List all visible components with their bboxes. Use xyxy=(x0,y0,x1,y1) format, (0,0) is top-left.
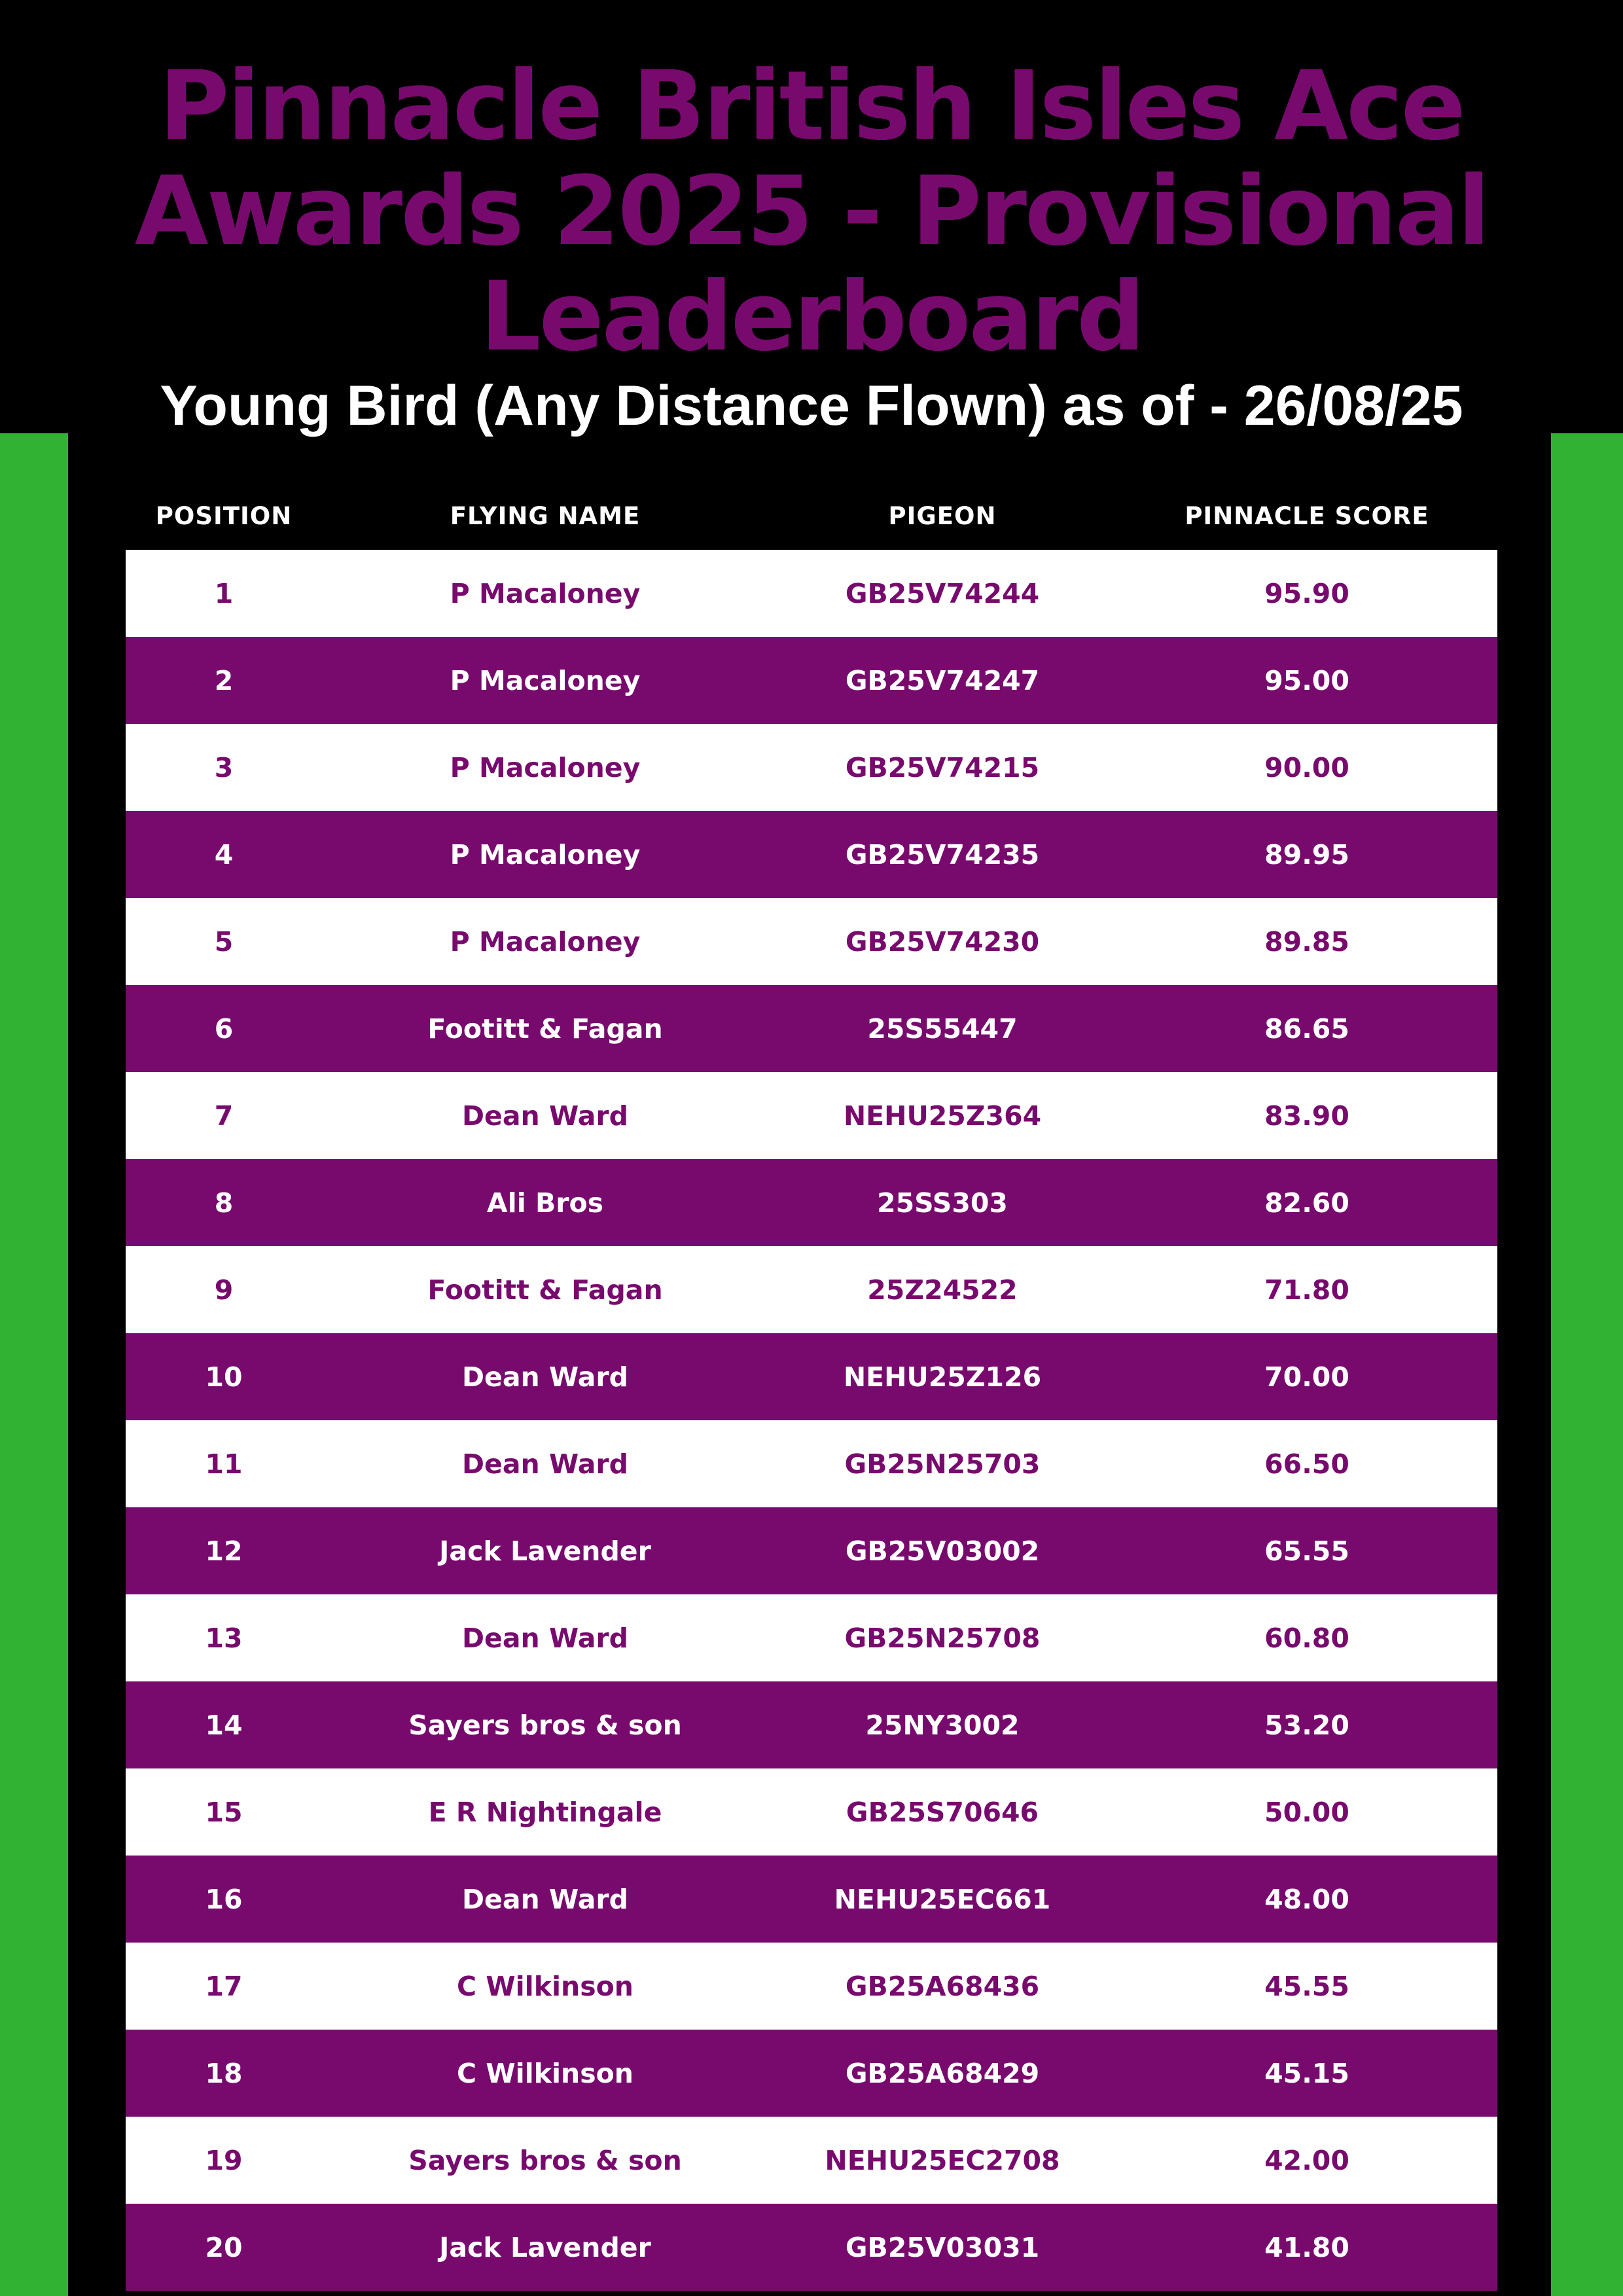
row-pinnacle-score: 70.00 xyxy=(1264,1361,1349,1393)
row-position: 6 xyxy=(214,1013,234,1045)
leaderboard-table xyxy=(126,550,1497,2291)
row-pinnacle-score: 65.55 xyxy=(1264,1535,1349,1567)
row-pinnacle-score: 89.85 xyxy=(1264,925,1349,958)
row-flying-name: P Macaloney xyxy=(450,751,641,783)
table-row xyxy=(126,898,1497,985)
row-flying-name: P Macaloney xyxy=(450,577,641,609)
row-flying-name: Jack Lavender xyxy=(439,1535,651,1567)
row-pinnacle-score: 83.90 xyxy=(1264,1100,1349,1132)
row-flying-name: Dean Ward xyxy=(462,1100,628,1132)
table-row xyxy=(126,1681,1497,1768)
table-row xyxy=(126,1420,1497,1507)
row-pinnacle-score: 90.00 xyxy=(1264,751,1349,783)
table-row xyxy=(126,637,1497,724)
row-pigeon: GB25N25708 xyxy=(844,1622,1041,1654)
row-position: 8 xyxy=(214,1187,234,1219)
row-position: 14 xyxy=(205,1709,243,1741)
row-position: 16 xyxy=(205,1883,243,1915)
row-pinnacle-score: 95.00 xyxy=(1264,664,1349,696)
row-position: 17 xyxy=(205,1970,243,2002)
row-flying-name: Dean Ward xyxy=(462,1883,628,1915)
row-position: 15 xyxy=(205,1796,243,1828)
table-row xyxy=(126,2204,1497,2291)
row-pigeon: GB25V03031 xyxy=(845,2231,1040,2263)
row-pigeon: 25S55447 xyxy=(867,1013,1018,1045)
row-pinnacle-score: 89.95 xyxy=(1264,838,1349,870)
row-pigeon: GB25V03002 xyxy=(845,1535,1040,1567)
row-position: 10 xyxy=(205,1361,243,1393)
row-flying-name: P Macaloney xyxy=(450,664,641,696)
table-row xyxy=(126,1768,1497,1856)
row-pinnacle-score: 50.00 xyxy=(1264,1796,1349,1828)
row-flying-name: Dean Ward xyxy=(462,1448,628,1480)
row-pinnacle-score: 42.00 xyxy=(1264,2144,1349,2176)
row-flying-name: Footitt & Fagan xyxy=(427,1013,663,1045)
row-pigeon: 25Z24522 xyxy=(867,1274,1018,1306)
table-row xyxy=(126,1943,1497,2030)
row-flying-name: C Wilkinson xyxy=(457,1970,633,2002)
row-flying-name: Sayers bros & son xyxy=(408,1709,682,1741)
row-pigeon: GB25S70646 xyxy=(846,1796,1039,1828)
row-flying-name: E R Nightingale xyxy=(428,1796,662,1828)
table-row xyxy=(126,1594,1497,1681)
table-row xyxy=(126,1333,1497,1420)
page-title: Pinnacle British Isles Ace Awards 2025 - Provisional Leaderboard xyxy=(134,50,1489,372)
row-position: 13 xyxy=(205,1622,243,1654)
row-pinnacle-score: 41.80 xyxy=(1264,2231,1349,2263)
table-row xyxy=(126,1856,1497,1943)
row-pinnacle-score: 45.55 xyxy=(1264,1970,1349,2002)
row-flying-name: Ali Bros xyxy=(486,1187,604,1219)
table-row xyxy=(126,1072,1497,1159)
row-pigeon: GB25V74247 xyxy=(845,664,1040,696)
row-pigeon: GB25V74215 xyxy=(845,751,1040,783)
row-pinnacle-score: 71.80 xyxy=(1264,1274,1349,1306)
row-pigeon: GB25V74235 xyxy=(845,838,1040,870)
row-pinnacle-score: 48.00 xyxy=(1264,1883,1349,1915)
row-flying-name: C Wilkinson xyxy=(457,2057,633,2089)
row-pinnacle-score: 82.60 xyxy=(1264,1187,1349,1219)
row-flying-name: Jack Lavender xyxy=(439,2231,651,2263)
row-pinnacle-score: 60.80 xyxy=(1264,1622,1349,1654)
row-position: 9 xyxy=(214,1274,234,1306)
page-subtitle: Young Bird (Any Distance Flown) as of - 26/08/25 xyxy=(160,374,1463,437)
row-pigeon: GB25V74230 xyxy=(845,925,1040,958)
row-pigeon: GB25V74244 xyxy=(845,577,1040,609)
row-pigeon: NEHU25EC2708 xyxy=(825,2144,1060,2176)
column-header-pigeon: PIGEON xyxy=(888,501,997,530)
row-flying-name: Dean Ward xyxy=(462,1622,628,1654)
row-position: 18 xyxy=(205,2057,243,2089)
row-pinnacle-score: 95.90 xyxy=(1264,577,1349,609)
row-pigeon: GB25A68429 xyxy=(845,2057,1040,2089)
row-position: 20 xyxy=(205,2231,243,2263)
row-pigeon: 25SS303 xyxy=(877,1187,1008,1219)
row-pinnacle-score: 45.15 xyxy=(1264,2057,1349,2089)
table-row xyxy=(126,550,1497,637)
row-position: 4 xyxy=(214,838,234,870)
column-header-pinnacle-score: PINNACLE SCORE xyxy=(1185,501,1429,530)
row-flying-name: Dean Ward xyxy=(462,1361,628,1393)
row-position: 11 xyxy=(205,1448,243,1480)
table-row xyxy=(126,811,1497,898)
column-header-position: POSITION xyxy=(155,501,293,530)
table-row xyxy=(126,1246,1497,1333)
row-pigeon: 25NY3002 xyxy=(865,1709,1020,1741)
table-row xyxy=(126,1159,1497,1246)
column-header-flying-name: FLYING NAME xyxy=(450,501,641,530)
row-pigeon: GB25N25703 xyxy=(844,1448,1041,1480)
row-pigeon: NEHU25Z126 xyxy=(843,1361,1042,1393)
row-flying-name: Sayers bros & son xyxy=(408,2144,682,2176)
row-position: 7 xyxy=(214,1100,234,1132)
row-flying-name: P Macaloney xyxy=(450,925,641,958)
row-position: 1 xyxy=(214,577,234,609)
right-green-band xyxy=(1551,433,1623,2296)
table-row xyxy=(126,985,1497,1072)
row-position: 5 xyxy=(214,925,234,958)
table-row xyxy=(126,1507,1497,1594)
row-pinnacle-score: 86.65 xyxy=(1264,1013,1349,1045)
table-row xyxy=(126,2117,1497,2204)
row-pinnacle-score: 53.20 xyxy=(1264,1709,1349,1741)
row-position: 19 xyxy=(205,2144,243,2176)
left-green-band xyxy=(0,433,68,2296)
row-pigeon: NEHU25Z364 xyxy=(843,1100,1042,1132)
table-header xyxy=(126,491,1497,541)
row-pigeon: GB25A68436 xyxy=(845,1970,1040,2002)
table-row xyxy=(126,724,1497,811)
row-position: 2 xyxy=(214,664,234,696)
row-position: 3 xyxy=(214,751,234,783)
row-pinnacle-score: 66.50 xyxy=(1264,1448,1349,1480)
table-row xyxy=(126,2030,1497,2117)
row-flying-name: Footitt & Fagan xyxy=(427,1274,663,1306)
row-flying-name: P Macaloney xyxy=(450,838,641,870)
row-pigeon: NEHU25EC661 xyxy=(834,1883,1051,1915)
row-position: 12 xyxy=(205,1535,243,1567)
